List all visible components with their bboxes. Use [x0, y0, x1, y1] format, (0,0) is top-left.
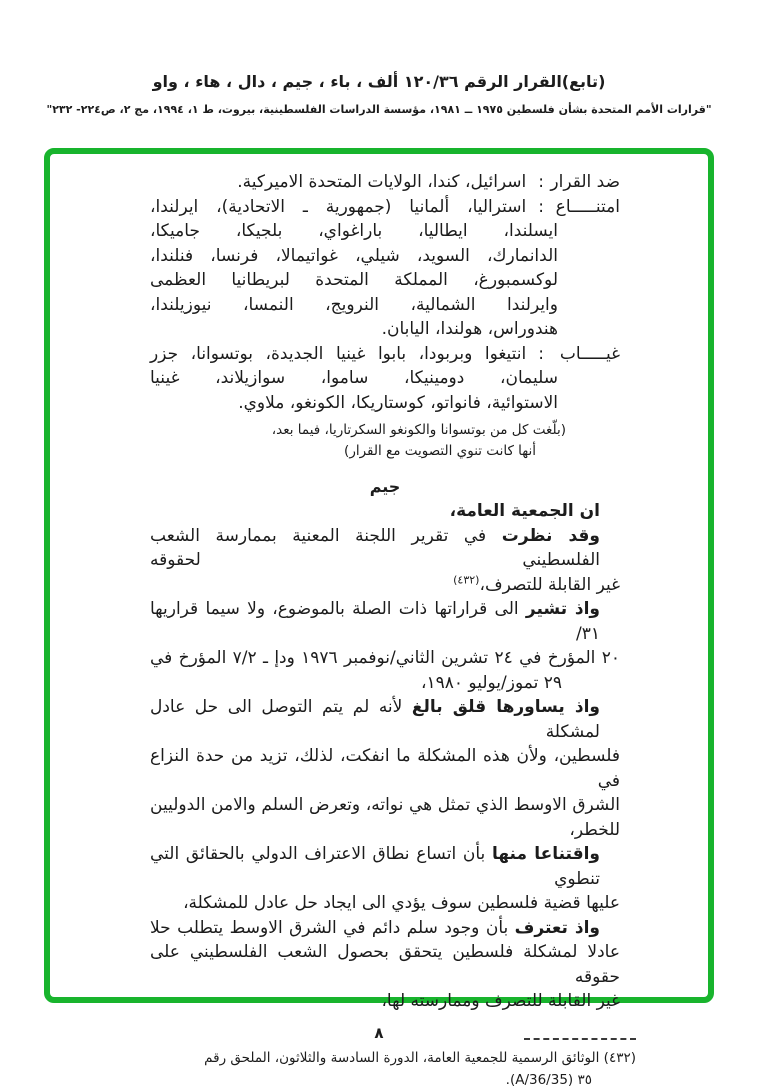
vote-countries-line: انتيغوا وبربودا، بابوا غينيا الجديدة، بوتسوانا، جزر: [150, 343, 527, 364]
footnote-line-2: ٣٥ (A/36/35).: [505, 1071, 592, 1088]
paragraph-line: وقد نظرت في تقرير اللجنة المعنية بممارسة الشعب الفلسطيني لحقوقه: [150, 525, 600, 570]
paragraph-lead-in: وقد نظرت: [501, 525, 600, 546]
paragraph-line: ٢٠ المؤرخ في ٢٤ تشرين الثاني/نوفمبر ١٩٧٦ ودإ ـ ٧/٢ المؤرخ في: [150, 648, 620, 668]
vote-countries-line: الاستوائية، فانواتو، كوستاريكا، الكونغو، ملاوي.: [238, 392, 558, 413]
paragraph-line: واذ تشير الى قراراتها ذات الصلة بالموضوع، ولا سيما قراريها ٣١/: [150, 599, 600, 644]
vote-label: امتنـــــاع: [555, 196, 620, 217]
voting-records: [150, 170, 620, 415]
paragraph-line: عليها قضية فلسطين سوف يؤدي الى ايجاد حل عادل للمشكلة،: [183, 893, 620, 913]
paragraph-line: واذ تعترف بأن وجود سلم دائم في الشرق الاوسط يتطلب حلا: [150, 917, 600, 938]
paragraph-line: واقتناعا منها بأن اتساع نطاق الاعتراف الدولي بالحقائق التي تنطوي: [150, 844, 600, 889]
vote-countries-line: اسرائيل، كندا، الولايات المتحدة الاميركية.: [237, 172, 527, 192]
resolution-paragraph: [150, 524, 620, 598]
vote-colon: :: [538, 196, 544, 217]
paragraph-line: الشرق الاوسط الذي تمثل هي نواته، وتعرض السلم والامن الدوليين: [150, 795, 620, 815]
section-heading: جيم: [369, 477, 401, 496]
resolution-paragraph: [150, 916, 620, 1014]
paragraph-lead-in: واذ يساورها قلق بالغ: [411, 697, 600, 717]
vote-colon: :: [538, 172, 544, 192]
resolution-text: [150, 499, 620, 1014]
header-resolution-title: (تابع)القرار الرقم ١٢٠/٣٦ ألف ، باء ، جيم ، دال ، هاء ، واو: [152, 72, 606, 91]
vote-entry-first-line: [150, 342, 620, 367]
vote-countries-line: لوكسمبورغ، المملكة المتحدة لبريطانيا العظمى: [150, 270, 558, 290]
paragraph-line: للخطر،: [569, 819, 620, 840]
resolution-paragraph: [150, 842, 620, 916]
footnote-reference: (٤٣٢): [453, 572, 480, 586]
vote-entry-first-line: [150, 170, 620, 195]
vote-label: غيـــــاب: [559, 343, 620, 364]
secretariat-note-line: (بلّغت كل من بوتسوانا والكونغو السكرتاريا، فيما بعد،: [271, 422, 566, 438]
paragraph-lead-in: واذ تعترف: [514, 917, 600, 938]
paragraph-lead-in: ان الجمعية العامة،: [449, 501, 600, 521]
paragraph-lead-in: واقتناعا منها: [491, 844, 600, 864]
vote-countries-line: وايرلندا الشمالية، النرويج، النمسا، نيوزيلندا،: [150, 294, 558, 315]
vote-entry: [150, 170, 620, 195]
page-number: ٨: [374, 1024, 384, 1042]
vote-entry: [150, 342, 620, 416]
paragraph-line: فلسطين، ولأن هذه المشكلة ما انفكت، لذلك، تزيد من حدة النزاع في: [150, 746, 620, 791]
document-header: [0, 0, 758, 117]
vote-countries-line: سليمان، دومينيكا، ساموا، سوازيلاند، غينيا: [150, 368, 558, 388]
paragraph-line: واذ يساورها قلق بالغ لأنه لم يتم التوصل الى حل عادل لمشكلة: [150, 697, 600, 742]
paragraph-line: عادلا لمشكلة فلسطين يتحقق بحصول الشعب الفلسطيني على حقوقه: [150, 942, 620, 987]
vote-countries-line: استراليا، ألمانيا (جمهورية ـ الاتحادية)، ايرلندا،: [150, 196, 527, 217]
paragraph-line: ٢٩ تموز/يوليو ١٩٨٠،: [421, 672, 562, 693]
secretariat-note: [150, 420, 620, 462]
resolution-paragraph: [150, 695, 620, 842]
vote-countries-line: هندوراس، هولندا، اليابان.: [381, 319, 558, 339]
frame-content: [50, 154, 708, 1091]
highlight-frame: [44, 148, 714, 1088]
footnote-line-1: (٤٣٢) الوثائق الرسمية للجمعية العامة، الدورة السادسة والثلاثون، الملحق رقم: [204, 1049, 636, 1066]
paragraph-line: غير القابلة للتصرف وممارسته لها،: [381, 991, 620, 1011]
paragraph-line: [150, 499, 620, 524]
vote-countries-line: الدانمارك، السويد، شيلي، غواتيمالا، فرنسا، فنلندا،: [150, 245, 558, 266]
paragraph-line: غير القابلة للتصرف،$^{(٤٣٢)}$: [453, 572, 620, 595]
paragraph-lead-in: واذ تشير: [525, 599, 600, 619]
vote-label: ضد القرار: [550, 172, 620, 192]
header-source-citation: "قرارات الأمم المتحدة بشأن فلسطين ١٩٧٥ ــ ١٩٨١، مؤسسة الدراسات الفلسطينية، بيروت، ط ١، ١٩٩٤، مج ٢، ص٢٢٤- ٢٣٢": [46, 103, 712, 116]
vote-countries-line: ايسلندا، ايطاليا، باراغواي، بلجيكا، جاميكا،: [150, 221, 558, 241]
secretariat-note-line: أنها كانت تنوي التصويت مع القرار): [344, 443, 536, 459]
resolution-paragraph: [150, 597, 620, 695]
resolution-paragraph: [150, 499, 620, 524]
vote-entry-first-line: [150, 195, 620, 220]
vote-entry: [150, 195, 620, 342]
vote-colon: :: [538, 343, 544, 364]
footnote: [150, 1038, 636, 1091]
